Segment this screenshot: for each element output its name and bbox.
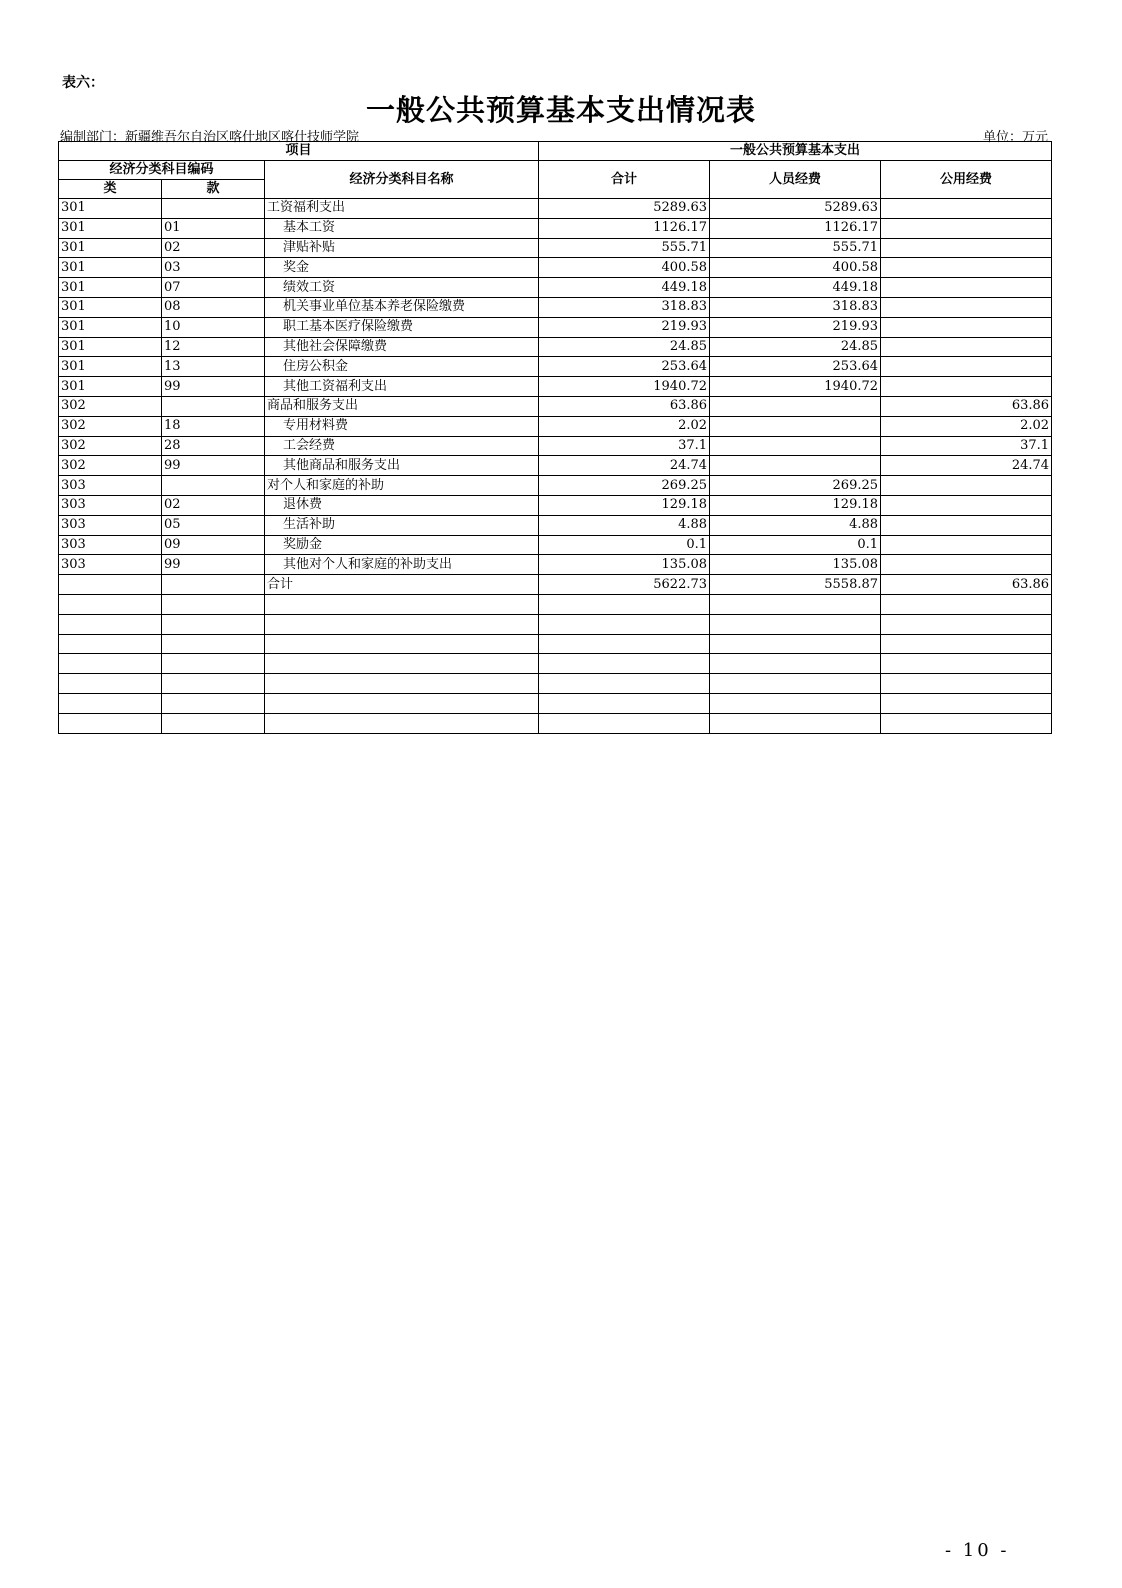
empty-cell [710, 614, 881, 634]
personnel-cell [710, 416, 881, 436]
personnel-cell: 24.85 [710, 337, 881, 357]
total-cell: 0.1 [539, 535, 710, 555]
personnel-cell: 318.83 [710, 297, 881, 317]
public-cell [881, 377, 1052, 397]
empty-cell [162, 614, 265, 634]
personnel-cell: 449.18 [710, 278, 881, 298]
empty-cell [59, 614, 162, 634]
budget-table [58, 141, 1052, 734]
item-cell: 09 [162, 535, 265, 555]
item-cell [162, 476, 265, 496]
empty-cell [265, 594, 539, 614]
empty-cell [162, 594, 265, 614]
personnel-cell: 555.71 [710, 238, 881, 258]
empty-cell [881, 693, 1052, 713]
table-row [59, 555, 1052, 575]
class-cell: 301 [59, 357, 162, 377]
empty-cell [59, 674, 162, 694]
class-cell: 301 [59, 258, 162, 278]
public-cell [881, 555, 1052, 575]
total-cell: 253.64 [539, 357, 710, 377]
empty-cell [539, 654, 710, 674]
item-cell: 07 [162, 278, 265, 298]
table-row [59, 535, 1052, 555]
class-cell: 301 [59, 297, 162, 317]
personnel-cell: 219.93 [710, 317, 881, 337]
item-cell [162, 575, 265, 595]
public-cell: 24.74 [881, 456, 1052, 476]
table-row [59, 396, 1052, 416]
empty-cell [162, 713, 265, 733]
class-cell: 301 [59, 278, 162, 298]
name-cell: 工会经费 [265, 436, 539, 456]
empty-cell [881, 614, 1052, 634]
public-cell [881, 515, 1052, 535]
empty-cell [162, 634, 265, 654]
empty-row [59, 614, 1052, 634]
empty-cell [162, 654, 265, 674]
total-cell: 24.74 [539, 456, 710, 476]
name-cell: 机关事业单位基本养老保险缴费 [265, 297, 539, 317]
public-cell [881, 317, 1052, 337]
empty-row [59, 674, 1052, 694]
empty-cell [265, 693, 539, 713]
total-cell: 24.85 [539, 337, 710, 357]
empty-cell [881, 654, 1052, 674]
page-number: - 10 - [945, 1540, 1010, 1561]
empty-cell [539, 614, 710, 634]
header-item: 款 [162, 180, 265, 199]
class-cell: 302 [59, 416, 162, 436]
empty-row [59, 713, 1052, 733]
item-cell: 28 [162, 436, 265, 456]
table-row [59, 258, 1052, 278]
empty-cell [881, 674, 1052, 694]
class-cell: 303 [59, 555, 162, 575]
empty-cell [539, 594, 710, 614]
empty-cell [265, 713, 539, 733]
empty-cell [881, 713, 1052, 733]
class-cell: 302 [59, 436, 162, 456]
name-cell: 奖励金 [265, 535, 539, 555]
name-cell: 津贴补贴 [265, 238, 539, 258]
empty-row [59, 693, 1052, 713]
item-cell: 13 [162, 357, 265, 377]
total-cell: 37.1 [539, 436, 710, 456]
table-row [59, 456, 1052, 476]
empty-cell [59, 713, 162, 733]
total-cell: 269.25 [539, 476, 710, 496]
empty-cell [710, 634, 881, 654]
class-cell: 301 [59, 337, 162, 357]
total-cell: 219.93 [539, 317, 710, 337]
table-row [59, 436, 1052, 456]
class-cell: 301 [59, 199, 162, 219]
class-cell: 303 [59, 515, 162, 535]
item-cell [162, 396, 265, 416]
total-cell: 1126.17 [539, 218, 710, 238]
empty-cell [59, 654, 162, 674]
unit-label: 单位：万元 [982, 130, 1048, 145]
personnel-cell [710, 456, 881, 476]
public-cell: 63.86 [881, 575, 1052, 595]
header-name: 经济分类科目名称 [265, 161, 539, 199]
class-cell: 303 [59, 535, 162, 555]
empty-cell [710, 693, 881, 713]
personnel-cell: 5289.63 [710, 199, 881, 219]
name-cell: 工资福利支出 [265, 199, 539, 219]
empty-row [59, 594, 1052, 614]
total-cell: 2.02 [539, 416, 710, 436]
public-cell [881, 218, 1052, 238]
table-row [59, 199, 1052, 219]
empty-cell [710, 594, 881, 614]
empty-row [59, 634, 1052, 654]
public-cell: 63.86 [881, 396, 1052, 416]
name-cell: 专用材料费 [265, 416, 539, 436]
name-cell: 其他社会保障缴费 [265, 337, 539, 357]
total-cell: 4.88 [539, 515, 710, 535]
table-tag: 表六： [62, 75, 104, 91]
table-row [59, 476, 1052, 496]
class-cell: 301 [59, 218, 162, 238]
public-cell [881, 337, 1052, 357]
personnel-cell: 400.58 [710, 258, 881, 278]
total-cell: 555.71 [539, 238, 710, 258]
class-cell: 303 [59, 495, 162, 515]
public-cell [881, 535, 1052, 555]
name-cell: 其他对个人和家庭的补助支出 [265, 555, 539, 575]
personnel-cell: 4.88 [710, 515, 881, 535]
class-cell: 301 [59, 317, 162, 337]
empty-cell [539, 713, 710, 733]
public-cell [881, 238, 1052, 258]
personnel-cell: 253.64 [710, 357, 881, 377]
page-title: 一般公共预算基本支出情况表 [365, 93, 756, 127]
table-row [59, 218, 1052, 238]
class-cell [59, 575, 162, 595]
name-cell: 住房公积金 [265, 357, 539, 377]
empty-cell [539, 693, 710, 713]
empty-cell [710, 674, 881, 694]
empty-cell [59, 693, 162, 713]
empty-cell [710, 713, 881, 733]
table-row [59, 575, 1052, 595]
personnel-cell: 5558.87 [710, 575, 881, 595]
name-cell: 基本工资 [265, 218, 539, 238]
table-row [59, 495, 1052, 515]
empty-row [59, 654, 1052, 674]
empty-cell [59, 594, 162, 614]
name-cell: 商品和服务支出 [265, 396, 539, 416]
total-cell: 400.58 [539, 258, 710, 278]
name-cell: 合计 [265, 575, 539, 595]
personnel-cell [710, 396, 881, 416]
personnel-cell: 129.18 [710, 495, 881, 515]
item-cell: 03 [162, 258, 265, 278]
empty-cell [265, 634, 539, 654]
personnel-cell: 1940.72 [710, 377, 881, 397]
table-row [59, 238, 1052, 258]
department-label: 编制部门：新疆维吾尔自治区喀什地区喀什技师学院 [60, 130, 360, 145]
total-cell: 449.18 [539, 278, 710, 298]
table-row [59, 337, 1052, 357]
header-code-group: 经济分类科目编码 [59, 161, 265, 180]
table-row [59, 377, 1052, 397]
empty-cell [710, 654, 881, 674]
table-row [59, 515, 1052, 535]
public-cell [881, 297, 1052, 317]
name-cell: 其他工资福利支出 [265, 377, 539, 397]
empty-cell [265, 654, 539, 674]
item-cell: 01 [162, 218, 265, 238]
public-cell [881, 199, 1052, 219]
name-cell: 对个人和家庭的补助 [265, 476, 539, 496]
item-cell: 02 [162, 238, 265, 258]
header-project: 项目 [59, 142, 539, 161]
public-cell: 37.1 [881, 436, 1052, 456]
header-total: 合计 [539, 161, 710, 199]
personnel-cell: 135.08 [710, 555, 881, 575]
item-cell: 10 [162, 317, 265, 337]
class-cell: 302 [59, 396, 162, 416]
empty-cell [59, 634, 162, 654]
name-cell: 奖金 [265, 258, 539, 278]
item-cell: 18 [162, 416, 265, 436]
item-cell: 08 [162, 297, 265, 317]
item-cell: 12 [162, 337, 265, 357]
name-cell: 退休费 [265, 495, 539, 515]
total-cell: 5289.63 [539, 199, 710, 219]
header-public: 公用经费 [881, 161, 1052, 199]
total-cell: 5622.73 [539, 575, 710, 595]
public-cell [881, 495, 1052, 515]
table-row [59, 278, 1052, 298]
empty-cell [265, 674, 539, 694]
public-cell [881, 258, 1052, 278]
name-cell: 其他商品和服务支出 [265, 456, 539, 476]
item-cell: 99 [162, 456, 265, 476]
item-cell: 99 [162, 555, 265, 575]
class-cell: 302 [59, 456, 162, 476]
personnel-cell: 269.25 [710, 476, 881, 496]
name-cell: 绩效工资 [265, 278, 539, 298]
empty-cell [162, 693, 265, 713]
header-class: 类 [59, 180, 162, 199]
personnel-cell: 1126.17 [710, 218, 881, 238]
public-cell [881, 476, 1052, 496]
empty-cell [881, 634, 1052, 654]
total-cell: 318.83 [539, 297, 710, 317]
class-cell: 301 [59, 238, 162, 258]
class-cell: 301 [59, 377, 162, 397]
table-row [59, 357, 1052, 377]
empty-cell [881, 594, 1052, 614]
name-cell: 职工基本医疗保险缴费 [265, 317, 539, 337]
total-cell: 63.86 [539, 396, 710, 416]
item-cell: 02 [162, 495, 265, 515]
table-row [59, 317, 1052, 337]
empty-cell [539, 674, 710, 694]
header-personnel: 人员经费 [710, 161, 881, 199]
name-cell: 生活补助 [265, 515, 539, 535]
personnel-cell [710, 436, 881, 456]
public-cell: 2.02 [881, 416, 1052, 436]
header-budget-group: 一般公共预算基本支出 [539, 142, 1052, 161]
total-cell: 1940.72 [539, 377, 710, 397]
item-cell: 05 [162, 515, 265, 535]
empty-cell [162, 674, 265, 694]
item-cell [162, 199, 265, 219]
empty-cell [265, 614, 539, 634]
table-row [59, 297, 1052, 317]
item-cell: 99 [162, 377, 265, 397]
table-row [59, 416, 1052, 436]
class-cell: 303 [59, 476, 162, 496]
total-cell: 129.18 [539, 495, 710, 515]
empty-cell [539, 634, 710, 654]
public-cell [881, 278, 1052, 298]
public-cell [881, 357, 1052, 377]
total-cell: 135.08 [539, 555, 710, 575]
personnel-cell: 0.1 [710, 535, 881, 555]
table-body [59, 199, 1052, 734]
